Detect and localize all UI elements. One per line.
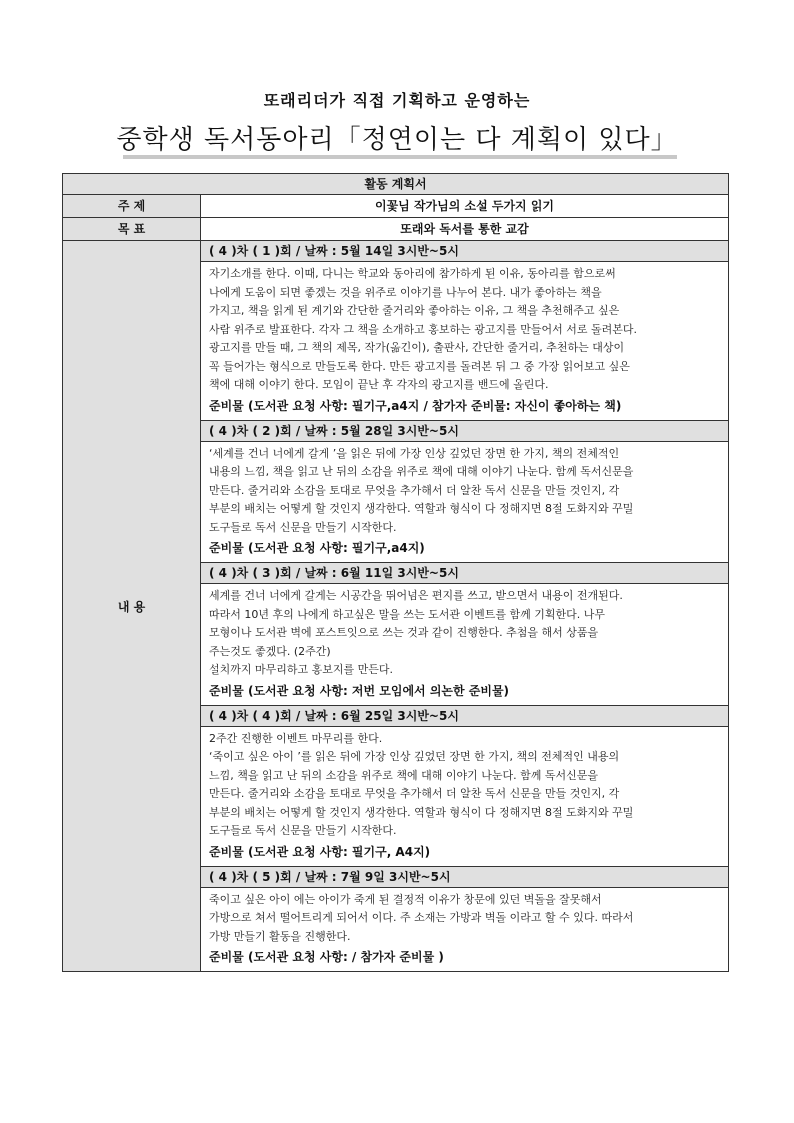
description-line: 책에 대해 이야기 한다. 모임이 끝난 후 각자의 광고지를 밴드에 올린다. — [209, 378, 549, 391]
description-line: 만든다. 줄거리와 소감을 토대로 무엇을 추가해서 더 알찬 독서 신문을 만들 것인지, 각 — [209, 787, 620, 800]
description-line: 모형이나 도서관 벽에 포스트잇으로 쓰는 것과 같이 진행한다. 추첨을 해서 상품을 — [209, 626, 599, 639]
description-line: ‘죽이고 싶은 아이 ’를 읽은 뒤에 가장 인상 깊었던 장면 한 가지, 책의 전체적인 내용의 — [209, 750, 620, 763]
description-line: ‘세계를 건너 너에게 갈게 ’을 읽은 뒤에 가장 인상 깊었던 장면 한 가지, 책의 전체적인 — [209, 446, 620, 460]
description-line: 세계를 건너 너에게 갈게는 시공간을 뛰어넘은 편지를 쓰고, 받으면서 내용이 전개된다. — [209, 589, 623, 602]
description-line: 광고지를 만들 때, 그 책의 제목, 작가(옮긴이), 출판사, 간단한 줄거리, 추천하는 대상이 — [209, 341, 625, 354]
supplies-line: 준비물 (도서관 요청 사항: 필기구,a4지 / 참가자 준비물: 자신이 좋아하는 책) — [209, 398, 622, 413]
topic-value: 이꽃님 작가님의 소설 두가지 읽기 — [201, 195, 729, 218]
goal-value: 또래와 독서를 통한 교감 — [201, 218, 729, 241]
description-line: 죽이고 싶은 아이 에는 아이가 죽게 된 결정적 이유가 창문에 있던 벽돌을 잘못해서 — [209, 892, 602, 906]
description-line: 설치까지 마무리하고 홍보지를 만든다. — [209, 663, 394, 676]
session-header: ( 4 )차 ( 3 )회 / 날짜 : 6월 11일 3시반~5시 — [201, 563, 729, 584]
session-header: ( 4 )차 ( 4 )회 / 날짜 : 6월 25일 3시반~5시 — [201, 705, 729, 726]
description-line: 2주간 진행한 이벤트 마무리를 한다. — [209, 731, 383, 745]
description-line: 자기소개를 한다. 이때, 다니는 학교와 동아리에 참가하게 된 이유, 동아리를 함으로써 — [209, 267, 616, 280]
document-header — [0, 88, 794, 156]
description-line: 가방으로 쳐서 떨어트리게 되어서 이다. 주 소재는 가방과 벽돌 이라고 할 수 있다. 따라서 — [209, 911, 634, 924]
description-line: 만든다. 줄거리와 소감을 토대로 무엇을 추가해서 더 알찬 독서 신문을 만들 것인지, 각 — [209, 483, 620, 497]
description-line: 부분의 배치는 어떻게 할 것인지 생각한다. 역할과 형식이 다 정해지면 8절 도화지와 꾸밀 — [209, 805, 634, 819]
description-line: 나에게 도움이 되면 좋겠는 것을 위주로 이야기를 나누어 본다. 내가 좋아하는 책을 — [209, 285, 602, 299]
description-line: 가지고, 책을 읽게 된 계기와 간단한 줄거리와 좋아하는 이유, 그 책을 추천해주고 싶은 — [209, 304, 620, 317]
session-description — [201, 262, 729, 421]
session-header: ( 4 )차 ( 5 )회 / 날짜 : 7월 9일 3시반~5시 — [201, 866, 729, 887]
plan-heading: 활동 계획서 — [63, 174, 729, 195]
session-description — [201, 441, 729, 563]
session-description — [201, 726, 729, 866]
supplies-line: 준비물 (도서관 요청 사항: / 참가자 준비물 ) — [209, 950, 444, 964]
description-line: 부분의 배치는 어떻게 할 것인지 생각한다. 역할과 형식이 다 정해지면 8절 도화지와 꾸밀 — [209, 502, 634, 515]
supplies-line: 준비물 (도서관 요청 사항: 저번 모임에서 의논한 준비물) — [209, 683, 510, 698]
topic-label: 주 제 — [63, 195, 201, 218]
document-subtitle: 또래리더가 직접 기획하고 운영하는 — [263, 91, 531, 110]
session-header: ( 4 )차 ( 1 )회 / 날짜 : 5월 14일 3시반~5시 — [201, 241, 729, 262]
session-description — [201, 584, 729, 706]
session-header: ( 4 )차 ( 2 )회 / 날짜 : 5월 28일 3시반~5시 — [201, 420, 729, 441]
description-line: 도구들로 독서 신문을 만들기 시작한다. — [209, 824, 397, 837]
description-line: 느낌, 책을 읽고 난 뒤의 소감을 위주로 책에 대해 이야기 나눈다. 함께 독서신문을 — [209, 768, 598, 782]
description-line: 꼭 들어가는 형식으로 만들도록 한다. 만든 광고지를 돌려본 뒤 그 중 가장 읽어보고 싶은 — [209, 359, 630, 373]
description-line: 주는것도 좋겠다. (2주간) — [209, 644, 331, 658]
session-description — [201, 887, 729, 972]
description-line: 사람 위주로 발표한다. 각자 그 책을 소개하고 홍보하는 광고지를 만들어서 서로 돌려본다. — [209, 322, 637, 336]
description-line: 내용의 느낌, 책을 읽고 난 뒤의 소감을 위주로 책에 대해 이야기 나눈다. 함께 독서신문을 — [209, 465, 634, 478]
content-label: 내 용 — [63, 241, 201, 972]
description-line: 따라서 10년 후의 나에게 하고싶은 말을 쓰는 도서관 이벤트를 함께 기획한다. 나무 — [209, 607, 605, 621]
document-title: 중학생 독서동아리「정연이는 다 계획이 있다」 — [116, 125, 678, 155]
description-line: 도구들로 독서 신문을 만들기 시작한다. — [209, 520, 397, 534]
supplies-line: 준비물 (도서관 요청 사항: 필기구, A4지) — [209, 844, 431, 859]
activity-plan-table — [62, 173, 729, 972]
title-underline — [123, 155, 677, 159]
description-line: 가방 만들기 활동을 진행한다. — [209, 929, 351, 943]
goal-label: 목 표 — [63, 218, 201, 241]
supplies-line: 준비물 (도서관 요청 사항: 필기구,a4지) — [209, 541, 425, 555]
